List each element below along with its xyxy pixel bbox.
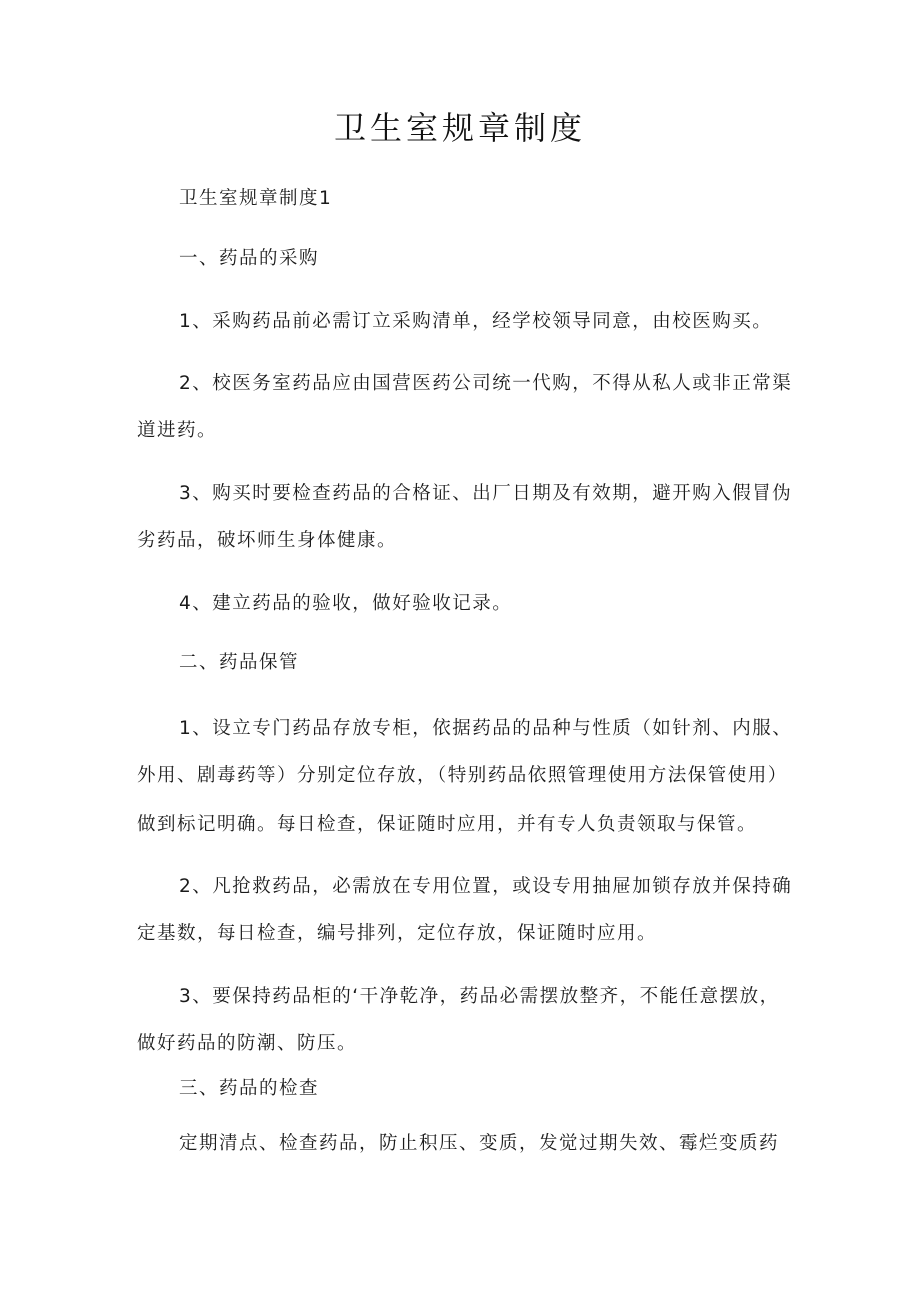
paragraph-line: 道进药。	[137, 420, 218, 441]
paragraph-line: 定期清点、检查药品，防止积压、变质，发觉过期失效、霉烂变质药	[179, 1133, 780, 1154]
paragraph-line: 做到标记明确。每日检查，保证随时应用，并有专人负责领取与保管。	[137, 814, 758, 835]
paragraph-line: 外用、剧毒药等）分别定位存放，（特别药品依照管理使用方法保管使用）	[137, 765, 788, 786]
paragraph-line: 2、校医务室药品应由国营医药公司统一代购，不得从私人或非正常渠	[179, 373, 793, 394]
heading-storage: 二、药品保管	[179, 652, 300, 673]
paragraph-line: 1、采购药品前必需订立采购清单，经学校领导同意，由校医购买。	[179, 311, 773, 332]
paragraph-line: 1、设立专门药品存放专柜，依据药品的品种与性质（如针剂、内服、	[179, 718, 793, 739]
section-subtitle: 卫生室规章制度1	[179, 188, 333, 209]
paragraph-line: 劣药品，破坏师生身体健康。	[137, 530, 398, 551]
paragraph-line: 2、凡抢救药品，必需放在专用位置，或设专用抽屉加锁存放并保持确	[179, 876, 793, 897]
heading-inspection: 三、药品的检查	[179, 1078, 320, 1099]
heading-purchase: 一、药品的采购	[179, 248, 320, 269]
paragraph-line: 做好药品的防潮、防压。	[137, 1033, 358, 1054]
paragraph-line: 3、要保持药品柜的‘干净乾净，药品必需摆放整齐，不能任意摆放，	[179, 986, 780, 1007]
document-title: 卫生室规章制度	[333, 109, 586, 147]
paragraph-line: 4、建立药品的验收，做好验收记录。	[179, 593, 513, 614]
paragraph-line: 3、购买时要检查药品的合格证、出厂日期及有效期，避开购入假冒伪	[179, 483, 793, 504]
paragraph-line: 定基数，每日检查，编号排列，定位存放，保证随时应用。	[137, 923, 658, 944]
